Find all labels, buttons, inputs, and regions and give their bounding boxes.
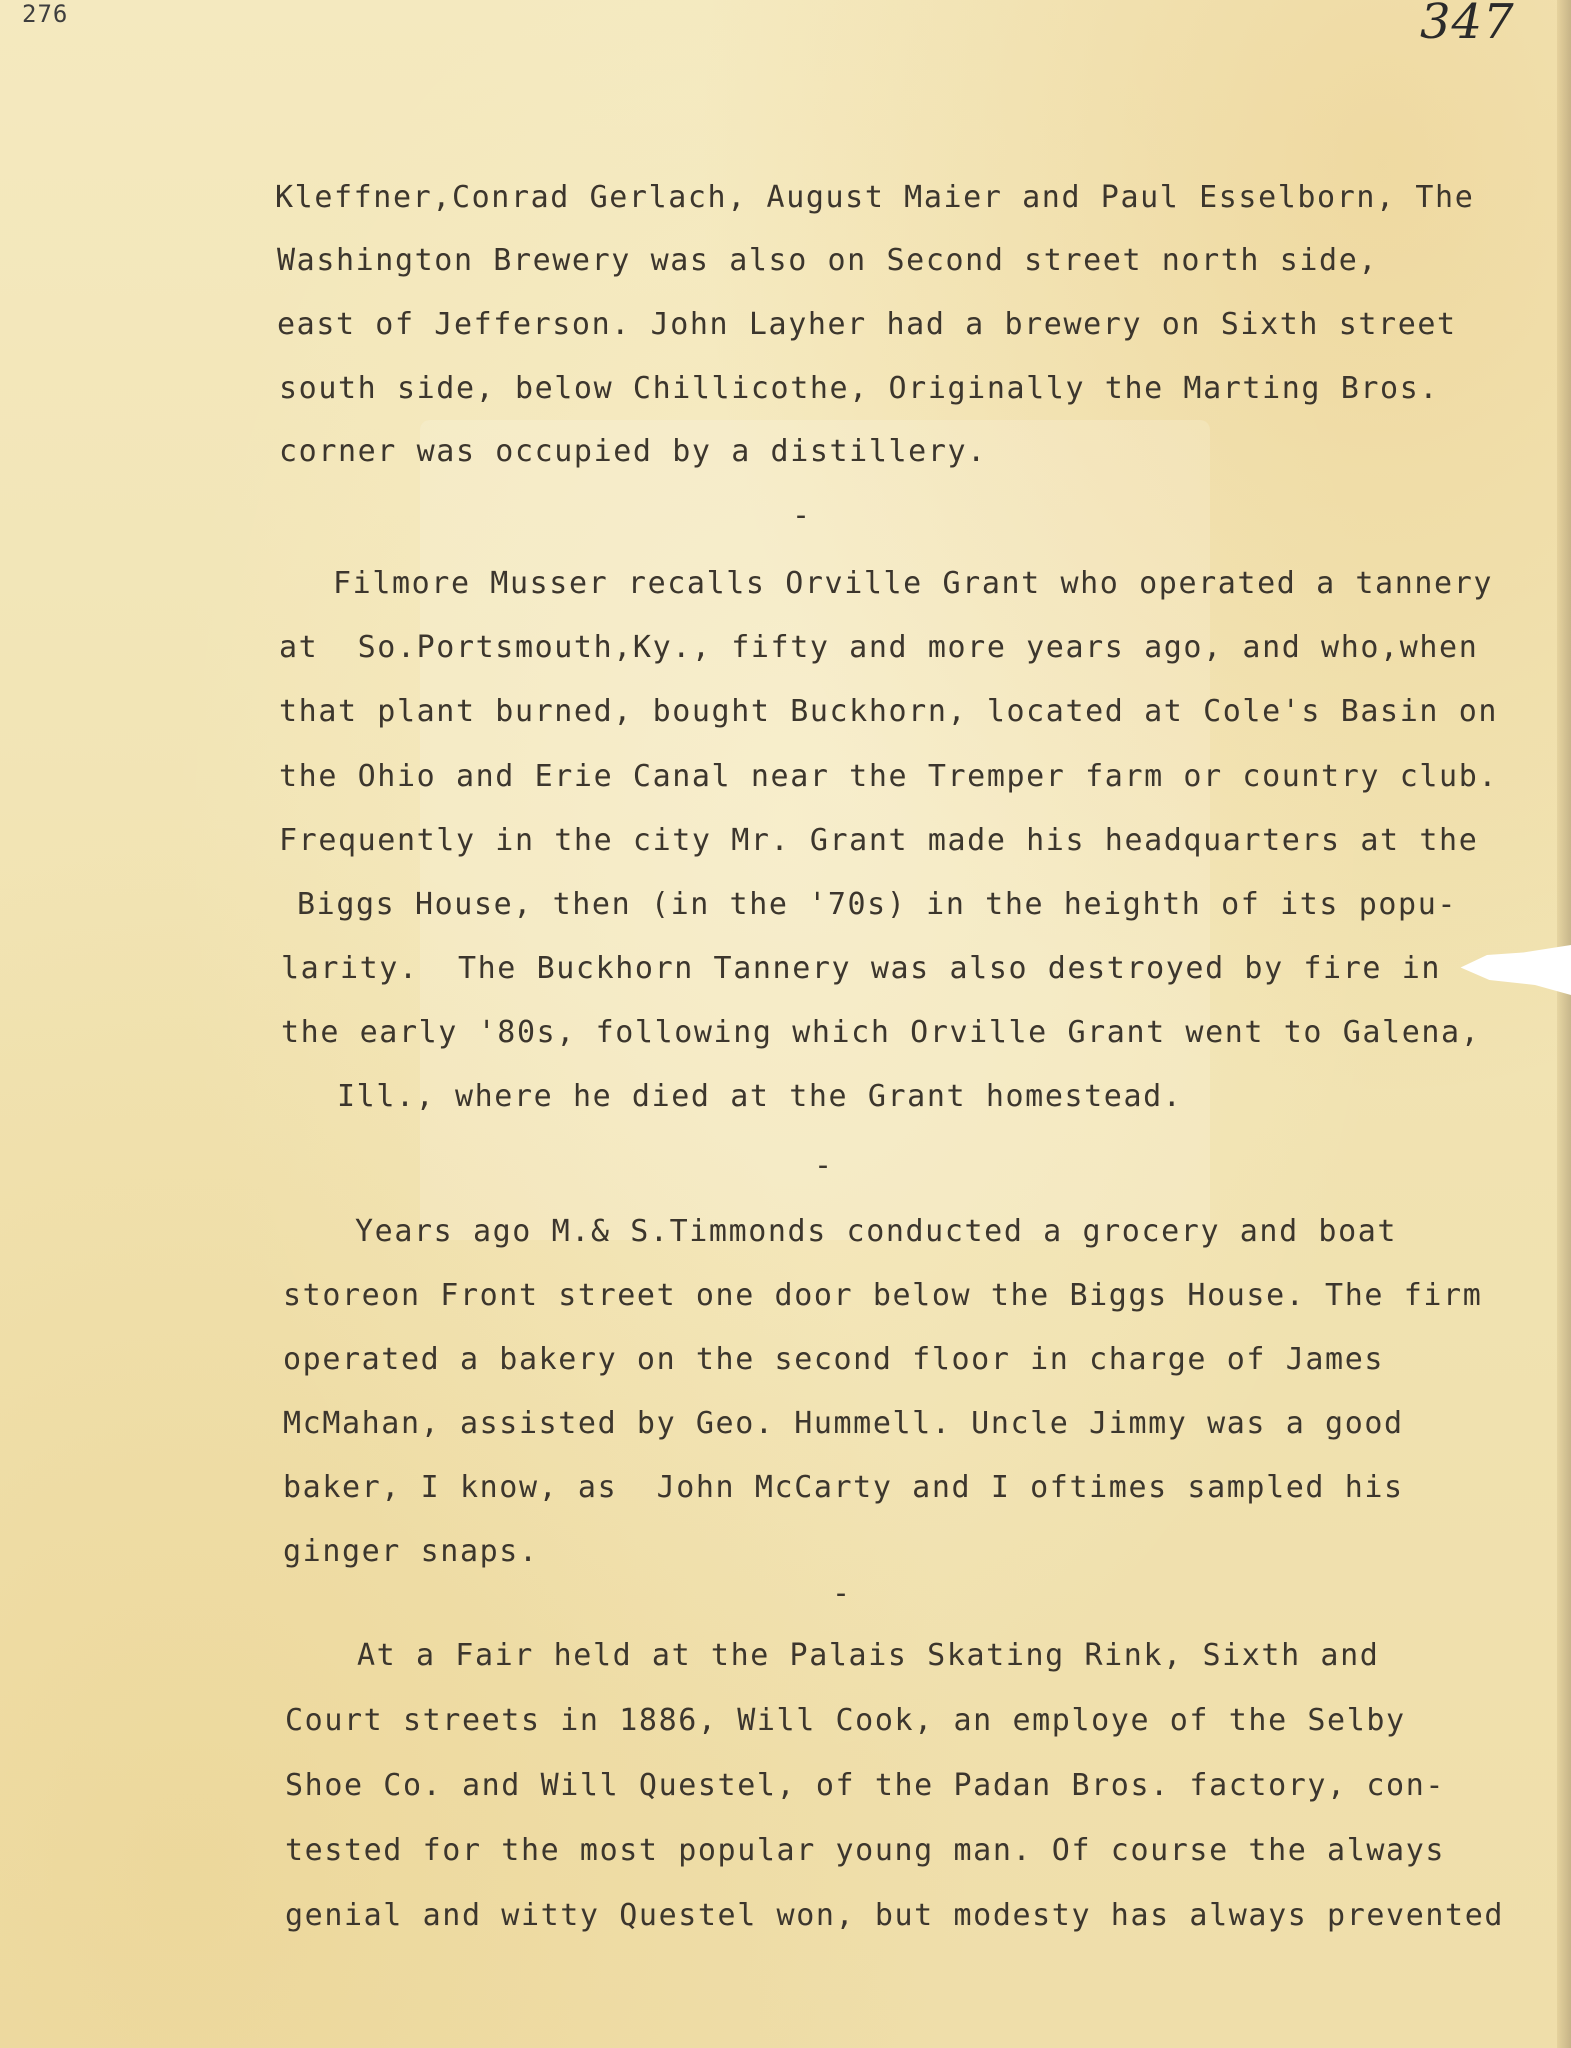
text-line: corner was occupied by a distillery. bbox=[279, 434, 987, 469]
text-line: Kleffner,Conrad Gerlach, August Maier and Paul Esselborn, The bbox=[275, 180, 1475, 215]
text-line: Shoe Co. and Will Questel, of the Padan Bros. factory, con- bbox=[285, 1768, 1446, 1803]
text-line: Filmore Musser recalls Orville Grant who operated a tannery bbox=[333, 566, 1494, 601]
text-line: Frequently in the city Mr. Grant made his headquarters at the bbox=[279, 823, 1479, 858]
page-number-handwritten: 347 bbox=[1420, 0, 1515, 50]
text-line: Court streets in 1886, Will Cook, an employe of the Selby bbox=[285, 1703, 1406, 1738]
page-number-typed: 276 bbox=[22, 0, 69, 28]
text-line: south side, below Chillicothe, Originally the Marting Bros. bbox=[279, 371, 1440, 406]
text-line: that plant burned, bought Buckhorn, located at Cole's Basin on bbox=[279, 694, 1499, 729]
text-line: east of Jefferson. John Layher had a brewery on Sixth street bbox=[277, 307, 1457, 342]
text-line: McMahan, assisted by Geo. Hummell. Uncle Jimmy was a good bbox=[283, 1406, 1404, 1441]
text-line: storeon Front street one door below the Biggs House. The firm bbox=[283, 1278, 1483, 1313]
text-line: larity. The Buckhorn Tannery was also destroyed by fire in bbox=[281, 951, 1442, 986]
page-edge bbox=[1557, 0, 1571, 2048]
text-line: operated a bakery on the second floor in charge of James bbox=[283, 1342, 1385, 1377]
paper-tear bbox=[1451, 945, 1571, 995]
text-line: Biggs House, then (in the '70s) in the heighth of its popu- bbox=[297, 887, 1458, 922]
text-line: baker, I know, as John McCarty and I oftimes sampled his bbox=[283, 1470, 1404, 1505]
section-separator: - bbox=[792, 498, 811, 533]
section-separator: - bbox=[832, 1576, 851, 1611]
section-separator: - bbox=[814, 1148, 833, 1183]
text-line: Ill., where he died at the Grant homestead. bbox=[337, 1079, 1183, 1114]
text-line: At a Fair held at the Palais Skating Rink, Sixth and bbox=[357, 1638, 1380, 1673]
text-line: genial and witty Questel won, but modesty has always prevented bbox=[285, 1898, 1505, 1933]
text-line: Years ago M.& S.Timmonds conducted a grocery and boat bbox=[355, 1214, 1398, 1249]
text-line: the early '80s, following which Orville Grant went to Galena, bbox=[281, 1015, 1481, 1050]
text-line: ginger snaps. bbox=[283, 1534, 539, 1569]
text-line: at So.Portsmouth,Ky., fifty and more years ago, and who,when bbox=[279, 630, 1479, 665]
text-line: the Ohio and Erie Canal near the Tremper farm or country club. bbox=[279, 759, 1499, 794]
text-line: Washington Brewery was also on Second street north side, bbox=[277, 243, 1379, 278]
text-line: tested for the most popular young man. Of course the always bbox=[285, 1833, 1446, 1868]
